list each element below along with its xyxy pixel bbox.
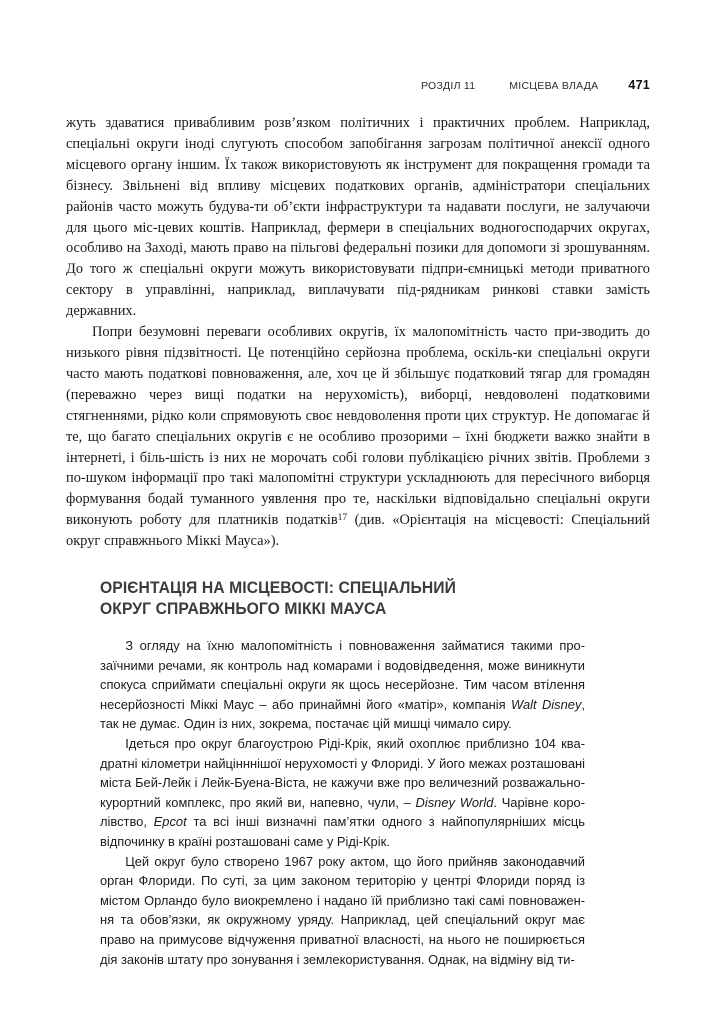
paragraph-text-before-footnote: Попри безумовні переваги особливих округів, їх малопомітність часто при-зводить до низького рівня підзвітності. Це потенційно серйозна проблема, оскіль-ки спеціальні округи часто мають податкові повноваження, але, хоч це й збільшує податковий тягар для громадян (переважно через вищі податки на нерухомість), виборці, невдоволені податковими стягненнями, рідко коли спрямовують своє невдоволення проти цих структур. Не допомагає й те, що багато спеціальних округів є не особливо прозорими – їхні бюджети важко знайти в інтернеті, і біль-шість із них не морочать собі голови публікацією річних звітів. Проблеми з по-шуком інформації про такі малопомітні структури ускладнюють для пересічного виборця формування бодай туманного уявлення про те, наскільки відповідально спеціальні округи виконують роботу для платників податків [66,324,650,529]
paragraph-text-after-footnote: (див. «Орієнтація на місцевості: Спеціальний округ справжнього Міккі Мауса»). [66,512,650,550]
feature-p2-italic-epcot: Epcot [153,814,187,830]
feature-box [100,578,600,969]
feature-paragraph-3: Цей округ було створено 1967 року актом, що його прийняв законодавчий орган Флориди. По суті, за цим законом територію у центрі Флориди поряд із містом Орландо було виокремлено і надано їй приблизно такі самі повноважен-ня та обов’язки, як окружному уряду. Наприклад, цей спеціальний округ має право на примусове відчуження приватної власності, на нього не поширюється дія законів штату про зонування і землекористування. Однак, на відміну від ти- [100,853,585,967]
footnote-marker-17: 17 [337,513,348,524]
feature-heading-line-1: ОРІЄНТАЦІЯ НА МІСЦЕВОСТІ: СПЕЦІАЛЬНИЙ [100,579,456,597]
feature-p2-text-b: . Чарівне коро-лівство, [100,794,585,830]
feature-p1-italic-walt-disney: Walt Disney [511,696,582,712]
main-text-column [66,113,650,552]
body-paragraph-continued: жуть здаватися привабливим розв’язком політичних і практичних проблем. Наприклад, спеціальні округи іноді слугують способом запобігання загрозам політичної анексії одного місцевого органу іншим. Їх також використовують як інструмент для покращення громади та бізнесу. Звільнені від впливу місцевих податкових органів, адміністратори спеціальних районів часто можуть будува-ти об’єкти інфраструктури та надавати послуги, не залучаючи для цього міс-цевих коштів. Наприклад, фермери в спеціальних водногосподарчих округах, особливо на Заході, мають право на пільгові федеральні позики для допомоги зі зрошуванням. До того ж спеціальні округи можуть використовувати підпри-ємницькі методи приватного сектору в управлінні, наприклад, виплачувати під-рядникам ринкові ставки замість державних. [66,115,650,320]
feature-p2-italic-disney-world: Disney World [415,794,494,810]
running-head [66,78,650,94]
feature-p1-text-a: З огляду на їхню малопомітність і повноваження займатися такими про-заїчними речами, як контроль над комарами і водовідведення, може виникнути спокуса сприймати спеціальні округи як щось несерйозне. Тим часом втілення несерйозності Міккі Маус – або принаймні його «матір», компанія [100,638,585,712]
feature-p1-text-b: , так не думає. Один із них, зокрема, постачає цій мишці чимало сиру. [100,696,585,732]
page-number: 471 [628,78,650,92]
feature-p2-text-a: Ідеться про округ благоустрою Ріді-Крік, який охоплює приблизно 104 ква-дратні кілометри найцінннішої нерухомості у Флориді. У його межах розташовані міста Бей-Лейк і Лейк-Буена-Віста, не кажучи вже про величезний розважально-курортний комплекс, про який ви, напевно, чули, – [100,735,585,810]
feature-heading-line-2: ОКРУГ СПРАВЖНЬОГО МІККІ МАУСА [100,599,387,618]
feature-paragraph-1 [100,636,585,734]
feature-heading [100,578,575,619]
feature-paragraph-2 [100,734,585,852]
body-paragraph-accountability [66,322,650,552]
feature-p2-text-c: та всі інші визначні пам’ятки одного з найпопулярніших місць відпочинку в країні розташовані саме у Ріді-Крік. [100,814,585,849]
running-head-chapter: РОЗДІЛ 11 [421,80,476,92]
running-head-title: МІСЦЕВА ВЛАДА [509,80,599,92]
